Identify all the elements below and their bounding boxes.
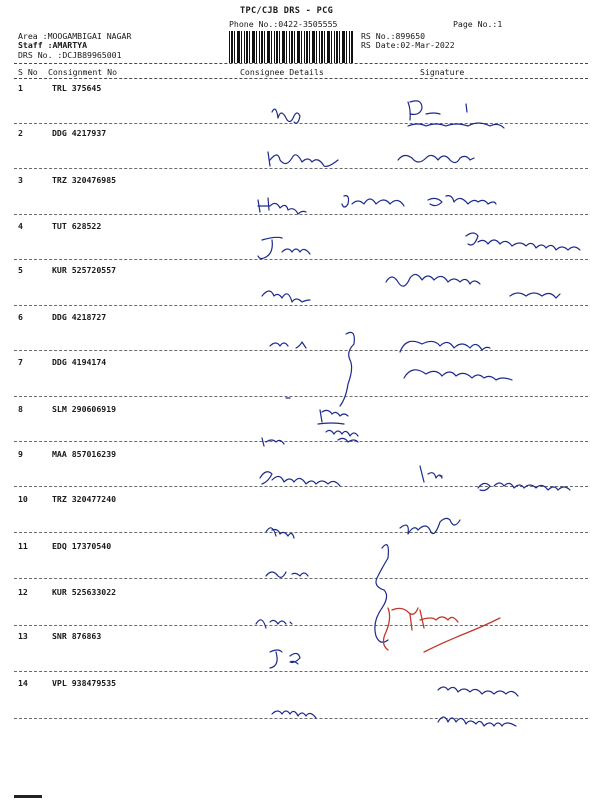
rs-number: RS No.:899650 bbox=[361, 31, 426, 41]
handwritten-entry-row-10 bbox=[266, 518, 460, 538]
sheet-title: TPC/CJB DRS - PCG bbox=[240, 6, 334, 16]
row-consignment: DDG 4218727 bbox=[52, 312, 107, 322]
row-sno: 9 bbox=[18, 449, 23, 459]
handwritten-entry-row-2 bbox=[268, 152, 474, 166]
row-consignment: KUR 525720557 bbox=[52, 265, 117, 275]
row-consignment: KUR 525633022 bbox=[52, 587, 117, 597]
row-sno: 10 bbox=[18, 494, 28, 504]
row-consignment: TRZ 320476985 bbox=[52, 175, 117, 185]
handwritten-entry-row-1 bbox=[272, 101, 504, 128]
row-sno: 7 bbox=[18, 357, 23, 367]
row-sno: 12 bbox=[18, 587, 28, 597]
handwritten-entry-row-3 bbox=[258, 196, 496, 214]
col-header-consignment: Consignment No bbox=[48, 67, 118, 77]
rs-date: RS Date:02-Mar-2022 bbox=[361, 40, 455, 50]
row-consignment: DDG 4194174 bbox=[52, 357, 107, 367]
area-label: Area :MOOGAMBIGAI NAGAR bbox=[18, 31, 132, 41]
col-header-consignee: Consignee Details bbox=[240, 67, 324, 77]
row-consignment: MAA 857016239 bbox=[52, 449, 117, 459]
handwritten-entry-row-5 bbox=[262, 274, 560, 302]
row-consignment: DDG 4217937 bbox=[52, 128, 107, 138]
row-sno: 4 bbox=[18, 221, 23, 231]
handwritten-entry-row-11 bbox=[266, 545, 388, 643]
row-consignment: SLM 290606919 bbox=[52, 404, 117, 414]
phone-number: Phone No.:0422-3505555 bbox=[229, 19, 338, 29]
row-sno: 13 bbox=[18, 631, 28, 641]
row-sno: 3 bbox=[18, 175, 23, 185]
row-sno: 5 bbox=[18, 265, 23, 275]
row-consignment: SNR 876863 bbox=[52, 631, 102, 641]
drs-number: DRS No. :DCJB89965001 bbox=[18, 50, 122, 60]
handwritten-entry-row-9 bbox=[260, 466, 570, 491]
col-header-sno: S No bbox=[18, 67, 38, 77]
row-consignment: TRZ 320477240 bbox=[52, 494, 117, 504]
row-consignment: VPL 938479535 bbox=[52, 678, 117, 688]
row-sno: 11 bbox=[18, 541, 28, 551]
handwritten-entry-row-7 bbox=[286, 370, 512, 398]
handwritten-entry-row-8 bbox=[262, 410, 358, 446]
handwritten-entry-row-4 bbox=[258, 233, 580, 259]
row-sno: 8 bbox=[18, 404, 23, 414]
col-header-signature: Signature bbox=[420, 67, 465, 77]
row-sno: 14 bbox=[18, 678, 28, 688]
handwritten-entry-row-6 bbox=[270, 332, 490, 406]
row-consignment: TUT 628522 bbox=[52, 221, 102, 231]
row-consignment: EDQ 17370540 bbox=[52, 541, 112, 551]
row-sno: 1 bbox=[18, 83, 23, 93]
page-number: Page No.:1 bbox=[453, 19, 503, 29]
staff-label: Staff :AMARTYA bbox=[18, 40, 88, 50]
row-sno: 6 bbox=[18, 312, 23, 322]
handwritten-entry-row-13 bbox=[270, 650, 300, 668]
handwritten-entry-row-14 bbox=[272, 687, 518, 726]
row-consignment: TRL 375645 bbox=[52, 83, 102, 93]
scan-edge-mark bbox=[14, 795, 42, 798]
row-sno: 2 bbox=[18, 128, 23, 138]
